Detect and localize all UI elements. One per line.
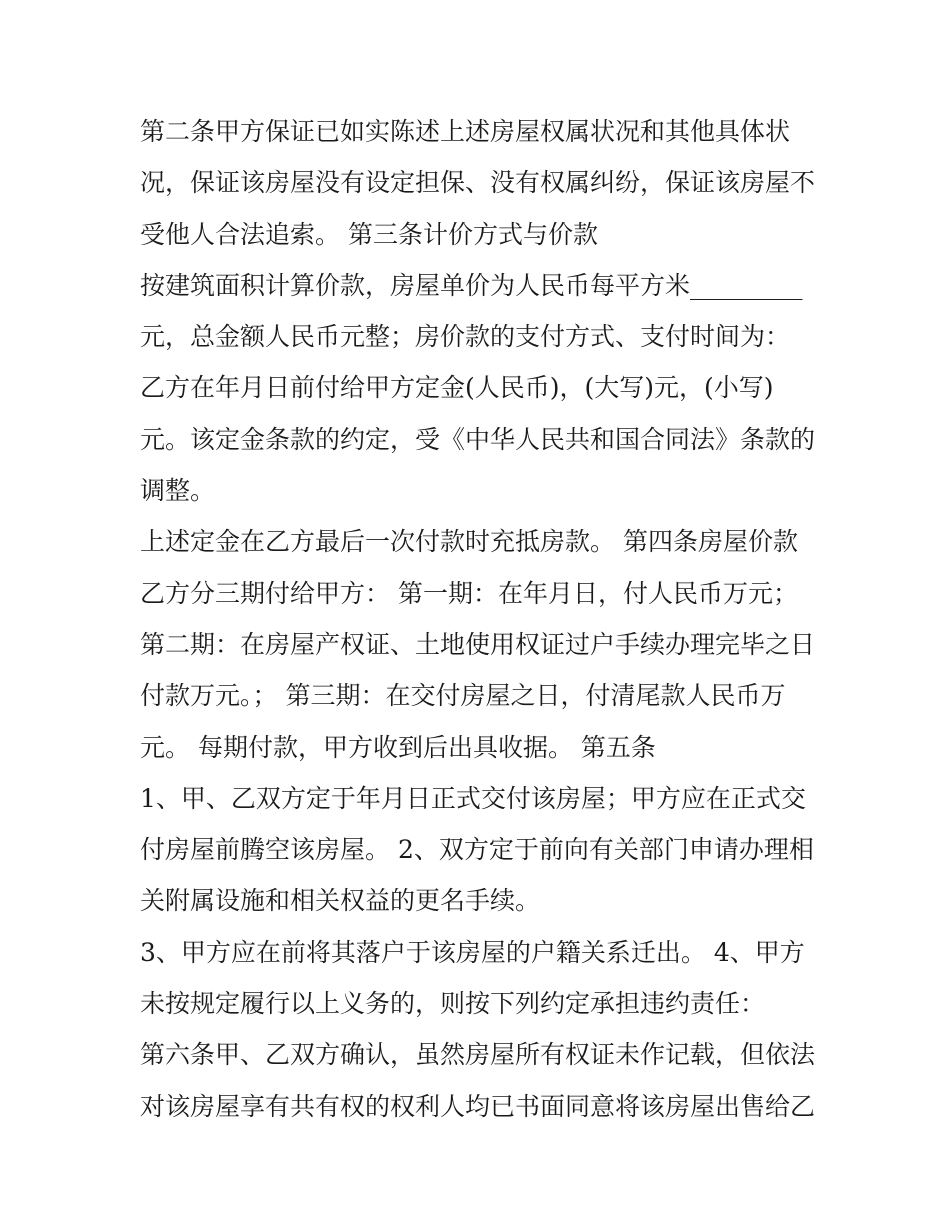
text-line: 受他人合法追索。 第三条计价方式与价款 <box>140 219 598 249</box>
text-line: 元。该定金条款的约定，受《中华人民共和国合同法》条款的 <box>140 424 816 454</box>
text-line: 乙方分三期付给甲方： 第一期：在年月日，付人民币万元； <box>140 578 798 608</box>
text-line: 1、甲、乙双方定于年月日正式交付该房屋；甲方应在正式交 <box>140 783 806 813</box>
text-line: 乙方在年月日前付给甲方定金(人民币)，(大写)元，(小写) <box>140 373 774 403</box>
document-body <box>140 106 815 1132</box>
text-line: 对该房屋享有共有权的权利人均已书面同意将该房屋出售给乙 <box>140 1091 816 1121</box>
text-line: 第二条甲方保证已如实陈述上述房屋权属状况和其他具体状 <box>140 117 791 146</box>
text-line: 付款万元。； 第三期：在交付房屋之日，付清尾款人民币万 <box>140 681 786 711</box>
text-line: 元。 每期付款，甲方收到后出具收据。 第五条 <box>140 732 656 762</box>
text-line: 调整。 <box>140 476 216 506</box>
text-line: 第六条甲、乙双方确认，虽然房屋所有权证未作记载，但依法 <box>140 1040 816 1070</box>
text-line: 第二期：在房屋产权证、土地使用权证过户手续办理完毕之日 <box>140 629 816 659</box>
text-line: 付房屋前腾空该房屋。 2、双方定于前向有关部门申请办理相 <box>140 835 814 865</box>
text-line: 上述定金在乙方最后一次付款时充抵房款。 第四条房屋价款 <box>140 527 798 557</box>
text-line: 未按规定履行以上义务的，则按下列约定承担违约责任： <box>140 989 766 1019</box>
text-line: 况，保证该房屋没有设定担保、没有权属纠纷，保证该房屋不 <box>140 168 816 198</box>
text-line: 关附属设施和相关权益的更名手续。 <box>140 886 541 916</box>
text-line: 元，总金额人民币元整；房价款的支付方式、支付时间为： <box>140 322 791 352</box>
text-line: 3、甲方应在前将其落户于该房屋的户籍关系迁出。 4、甲方 <box>140 937 805 967</box>
text-line: 按建筑面积计算价款，房屋单价为人民币每平方米_________ <box>140 270 803 300</box>
